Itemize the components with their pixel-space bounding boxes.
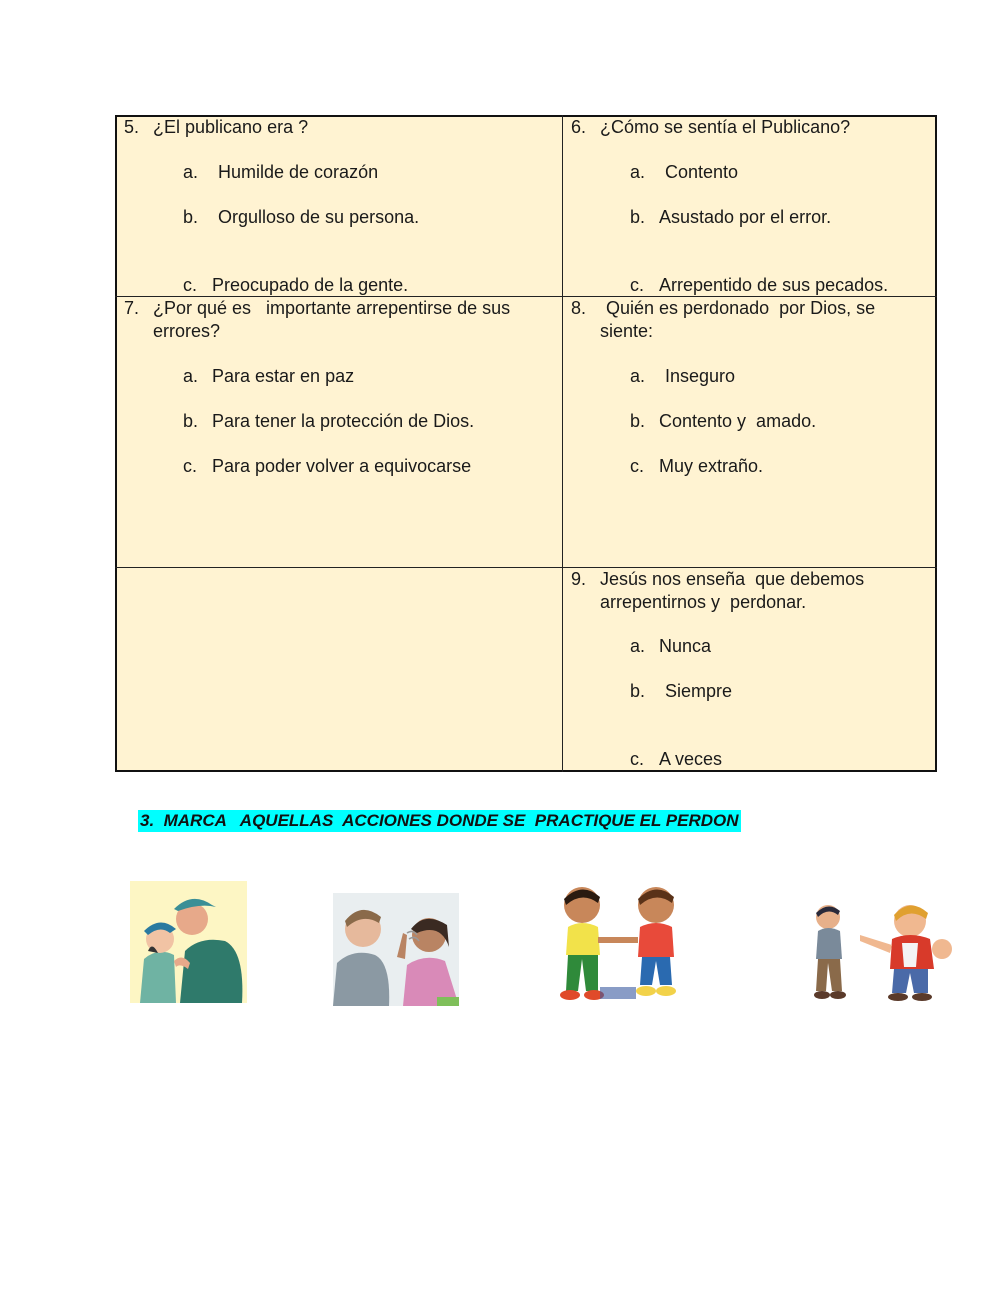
option-text[interactable]: Siempre [665,681,733,701]
question-number: 5. [124,117,140,137]
question-number: 8. [571,298,587,318]
question-text: ¿Cómo se sentía el Publicano? [600,117,851,137]
option-text[interactable]: Para poder volver a equivocarse [212,456,472,476]
question-text: Jesús nos enseña que debemos [600,569,865,589]
option-letter[interactable]: b. [630,681,646,701]
option-letter[interactable]: a. [630,366,646,386]
option-letter[interactable]: b. [630,207,646,227]
option-text[interactable]: Orgulloso de su persona. [218,207,420,227]
option-text[interactable]: Contento [665,162,739,182]
option-letter[interactable]: b. [183,411,199,431]
question-number: 7. [124,298,140,318]
couple-apologizing-illustration[interactable] [333,893,459,1006]
boy-pointing-at-child-illustration[interactable] [810,897,958,1001]
section-heading: 3. MARCA AQUELLAS ACCIONES DONDE SE PRACTIQUE EL PERDON [140,811,739,830]
question-text-cont: siente: [600,321,654,341]
option-text[interactable]: Preocupado de la gente. [212,275,409,295]
option-text[interactable]: Humilde de corazón [218,162,379,182]
option-text[interactable]: Inseguro [665,366,736,386]
option-letter[interactable]: a. [630,636,646,656]
option-text[interactable]: Muy extraño. [659,456,764,476]
option-letter[interactable]: c. [630,749,645,769]
option-letter[interactable]: a. [183,366,199,386]
question-text-cont: arrepentirnos y perdonar. [600,592,807,612]
option-letter[interactable]: c. [183,456,198,476]
question-text-cont: errores? [153,321,221,341]
option-letter[interactable]: c. [630,275,645,295]
option-text[interactable]: Para estar en paz [212,366,355,386]
option-letter[interactable]: b. [183,207,199,227]
option-text[interactable]: Contento y amado. [659,411,817,431]
option-text[interactable]: Asustado por el error. [659,207,832,227]
option-text[interactable]: A veces [659,749,723,769]
question-text: Quién es perdonado por Dios, se [606,298,876,318]
option-letter[interactable]: a. [183,162,199,182]
question-text: ¿Por qué es importante arrepentirse de sus [153,298,511,318]
question-number: 6. [571,117,587,137]
option-letter[interactable]: b. [630,411,646,431]
question-number: 9. [571,569,587,589]
table-divider-vertical [562,115,563,772]
option-letter[interactable]: c. [630,456,645,476]
man-scolding-child-illustration[interactable] [130,881,247,1003]
option-text[interactable]: Para tener la protección de Dios. [212,411,475,431]
option-text[interactable]: Nunca [659,636,712,656]
option-text[interactable]: Arrepentido de sus pecados. [659,275,889,295]
option-letter[interactable]: c. [183,275,198,295]
option-letter[interactable]: a. [630,162,646,182]
question-text: ¿El publicano era ? [153,117,309,137]
children-shaking-hands-illustration[interactable] [550,883,698,1003]
